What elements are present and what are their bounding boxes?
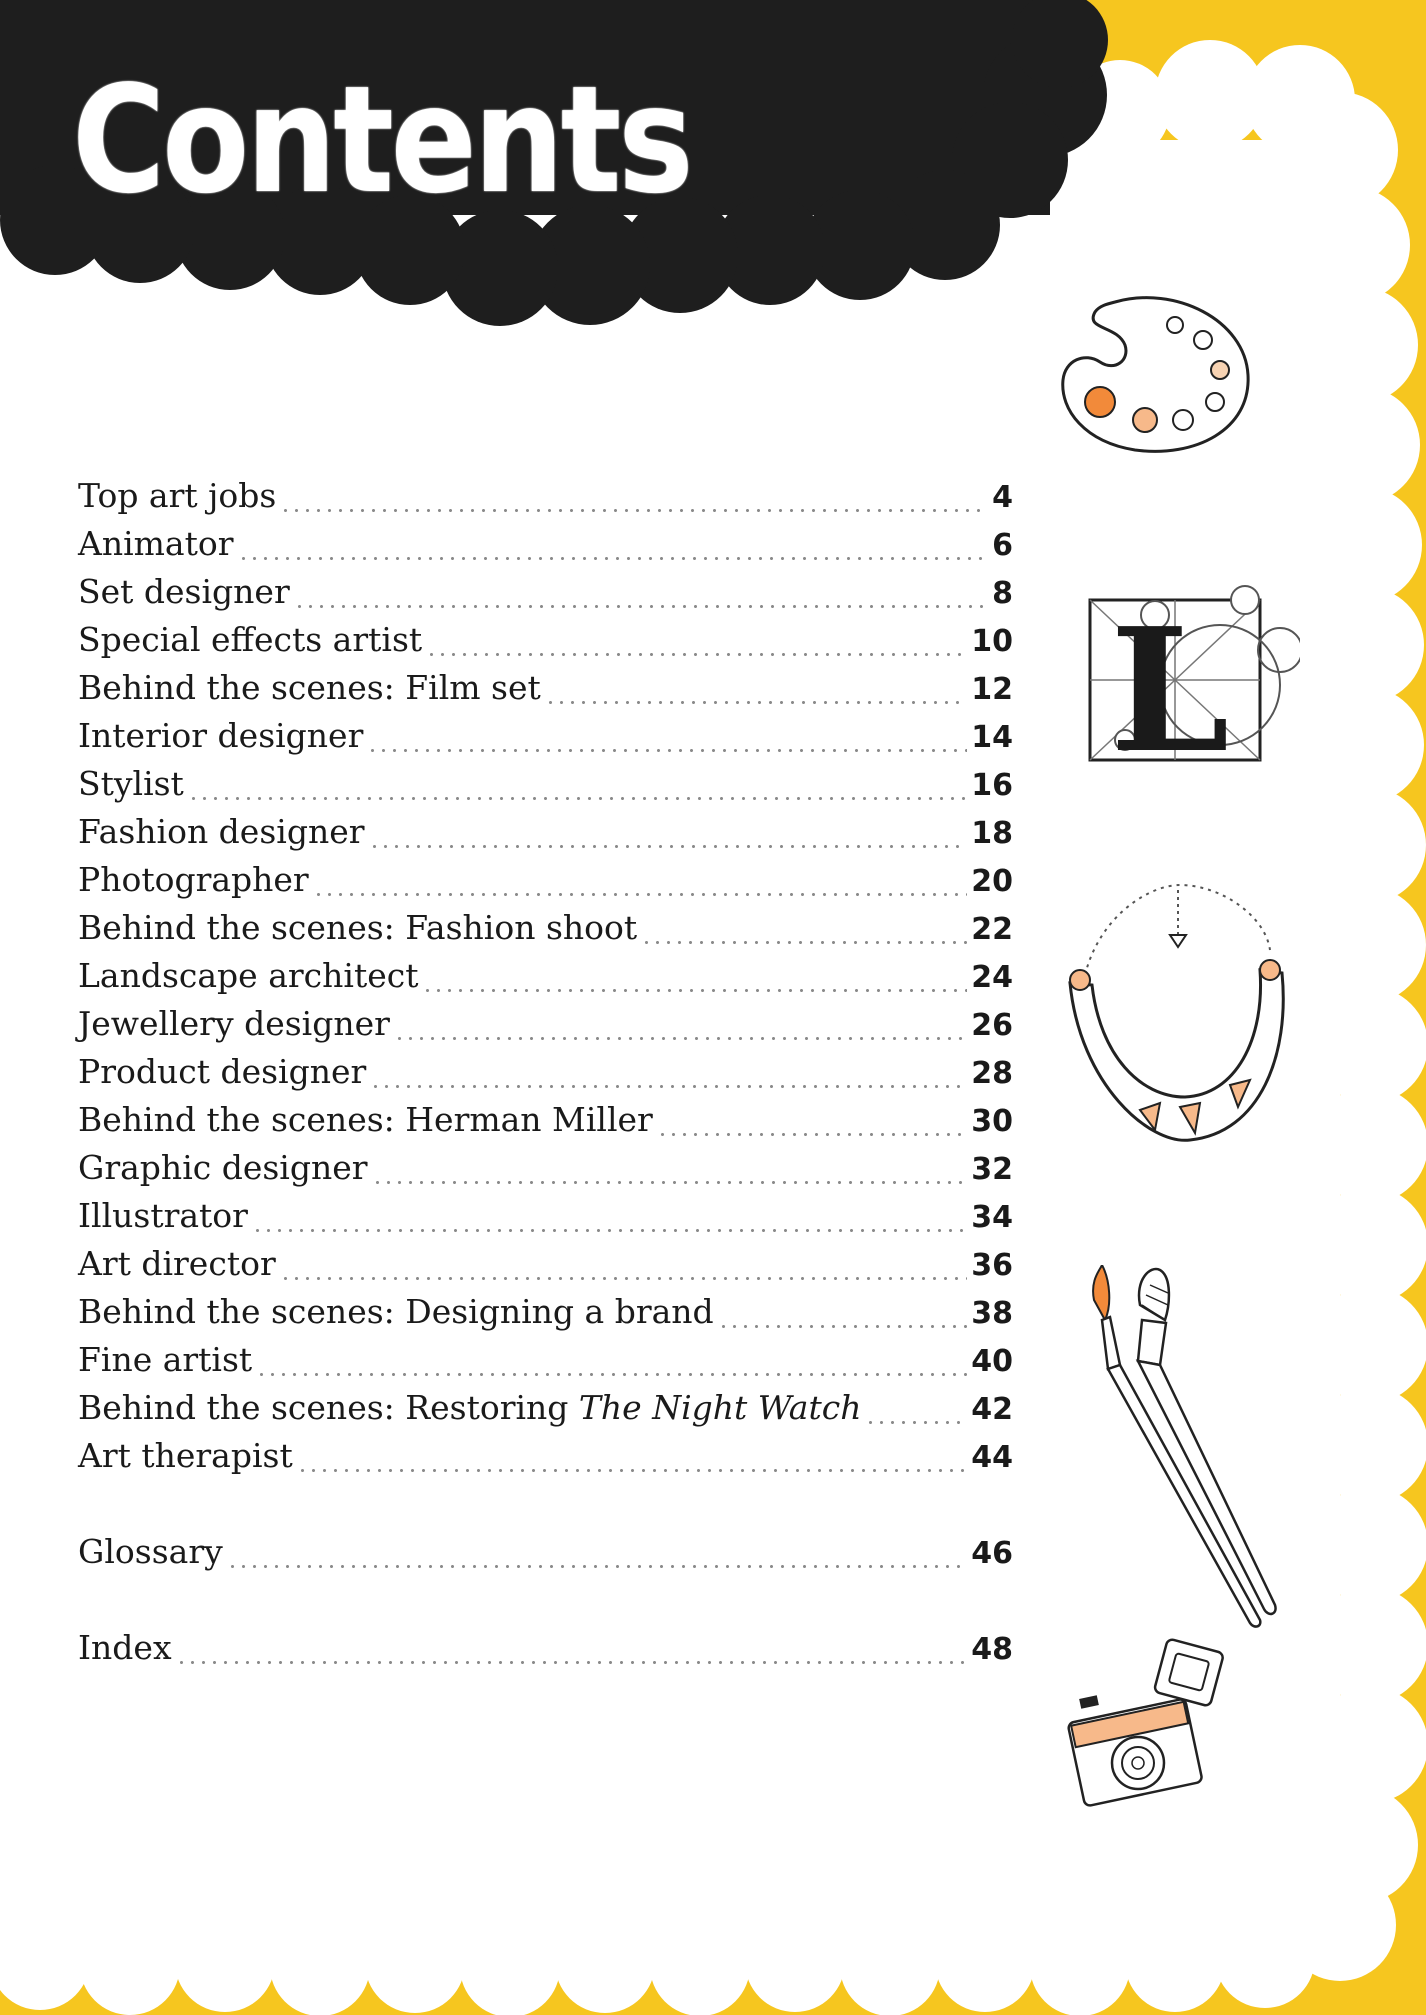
toc-entry-label: Fine artist bbox=[78, 1340, 253, 1379]
dot-leader bbox=[865, 1421, 967, 1424]
toc-entry[interactable] bbox=[78, 1100, 1013, 1148]
dot-leader bbox=[545, 701, 967, 704]
dot-leader bbox=[641, 941, 967, 944]
toc-entry-label: Animator bbox=[78, 524, 234, 563]
toc-entry-page: 36 bbox=[971, 1248, 1013, 1283]
dot-leader bbox=[657, 1133, 967, 1136]
toc-entry-page: 18 bbox=[971, 816, 1013, 851]
toc-entry-label: Behind the scenes: Herman Miller bbox=[78, 1100, 653, 1139]
toc-entry-page: 4 bbox=[992, 480, 1013, 515]
toc-entry-page: 34 bbox=[971, 1200, 1013, 1235]
toc-entry-label: Stylist bbox=[78, 764, 184, 803]
dot-leader bbox=[426, 653, 967, 656]
toc-entry[interactable] bbox=[78, 764, 1013, 812]
toc-entry-index[interactable] bbox=[78, 1628, 1013, 1676]
toc-entry-page: 38 bbox=[971, 1296, 1013, 1331]
page-title: Contents bbox=[72, 54, 691, 226]
dot-leader bbox=[370, 1085, 967, 1088]
toc-entry-label: Jewellery designer bbox=[78, 1004, 390, 1043]
toc-entry[interactable] bbox=[78, 1340, 1013, 1388]
toc-entry-page: 6 bbox=[992, 528, 1013, 563]
dot-leader bbox=[280, 1277, 968, 1280]
toc-entry-label: Illustrator bbox=[78, 1196, 248, 1235]
drawing-letter: L bbox=[1110, 591, 1230, 770]
palette-icon bbox=[1055, 290, 1255, 460]
dot-leader bbox=[394, 1037, 967, 1040]
toc-entry-page: 28 bbox=[971, 1056, 1013, 1091]
toc-entry-page: 40 bbox=[971, 1344, 1013, 1379]
dot-leader bbox=[422, 989, 967, 992]
toc-entry[interactable] bbox=[78, 620, 1013, 668]
toc-entry[interactable] bbox=[78, 1436, 1013, 1484]
toc-entry-page: 14 bbox=[971, 720, 1013, 755]
toc-entry[interactable] bbox=[78, 1196, 1013, 1244]
toc-entry-label: Photographer bbox=[78, 860, 309, 899]
dot-leader bbox=[176, 1661, 968, 1664]
toc-entry-page: 32 bbox=[971, 1152, 1013, 1187]
toc-entry[interactable] bbox=[78, 1004, 1013, 1052]
toc-entry-page: 44 bbox=[971, 1440, 1013, 1475]
toc-entry-page: 26 bbox=[971, 1008, 1013, 1043]
toc-entry[interactable] bbox=[78, 1244, 1013, 1292]
toc-entry-label bbox=[78, 1388, 861, 1427]
toc-entry-label-text: Behind the scenes: Restoring bbox=[78, 1388, 579, 1427]
dot-leader bbox=[718, 1325, 968, 1328]
toc-entry-label-italic: The Night Watch bbox=[578, 1388, 862, 1427]
toc-entry-label: Special effects artist bbox=[78, 620, 423, 659]
toc-entry[interactable] bbox=[78, 476, 1013, 524]
toc-entry-page: 10 bbox=[971, 624, 1013, 659]
toc-entry[interactable] bbox=[78, 908, 1013, 956]
toc-entry-page: 24 bbox=[971, 960, 1013, 995]
toc-entry-label: Index bbox=[78, 1628, 172, 1667]
toc-entry-page: 46 bbox=[971, 1536, 1013, 1571]
letter-l-drawing-icon bbox=[1080, 580, 1300, 770]
dot-leader bbox=[280, 509, 988, 512]
dot-leader bbox=[369, 845, 968, 848]
toc-entry[interactable] bbox=[78, 524, 1013, 572]
camera-icon bbox=[1060, 1635, 1240, 1810]
toc-entry-label: Behind the scenes: Fashion shoot bbox=[78, 908, 638, 947]
toc-entry-page: 8 bbox=[992, 576, 1013, 611]
dot-leader bbox=[256, 1373, 967, 1376]
toc-entry-label: Behind the scenes: Film set bbox=[78, 668, 541, 707]
toc-entry[interactable] bbox=[78, 812, 1013, 860]
toc-entry-label: Art therapist bbox=[78, 1436, 293, 1475]
toc-entry[interactable] bbox=[78, 956, 1013, 1004]
toc-entry-page: 48 bbox=[971, 1632, 1013, 1667]
toc-entry[interactable] bbox=[78, 572, 1013, 620]
toc-entry-label: Glossary bbox=[78, 1532, 223, 1571]
dot-leader bbox=[294, 605, 988, 608]
toc-entry-label: Product designer bbox=[78, 1052, 367, 1091]
dot-leader bbox=[297, 1469, 968, 1472]
dot-leader bbox=[313, 893, 968, 896]
toc-entry[interactable] bbox=[78, 1292, 1013, 1340]
toc-entry-page: 30 bbox=[971, 1104, 1013, 1139]
toc-entry-page: 16 bbox=[971, 768, 1013, 803]
dot-leader bbox=[252, 1229, 967, 1232]
dot-leader bbox=[227, 1565, 968, 1568]
dot-leader bbox=[372, 1181, 968, 1184]
toc-entry-label: Graphic designer bbox=[78, 1148, 368, 1187]
toc-entry-page: 22 bbox=[971, 912, 1013, 947]
toc-entry-label: Art director bbox=[78, 1244, 276, 1283]
toc-entry[interactable] bbox=[78, 1148, 1013, 1196]
toc-entry[interactable] bbox=[78, 716, 1013, 764]
dot-leader bbox=[188, 797, 967, 800]
dot-leader bbox=[238, 557, 989, 560]
toc-entry-page: 12 bbox=[971, 672, 1013, 707]
toc-entry-label: Landscape architect bbox=[78, 956, 419, 995]
paintbrushes-icon bbox=[1080, 1265, 1300, 1635]
necklace-icon bbox=[1060, 875, 1300, 1165]
toc-entry-label: Top art jobs bbox=[78, 476, 277, 515]
dot-leader bbox=[367, 749, 967, 752]
toc-entry[interactable] bbox=[78, 860, 1013, 908]
toc-entry[interactable] bbox=[78, 668, 1013, 716]
table-of-contents bbox=[78, 476, 1013, 1676]
toc-entry-label: Interior designer bbox=[78, 716, 364, 755]
toc-entry-glossary[interactable] bbox=[78, 1532, 1013, 1580]
toc-entry-page: 20 bbox=[971, 864, 1013, 899]
toc-entry-label: Set designer bbox=[78, 572, 290, 611]
toc-entry[interactable] bbox=[78, 1388, 1013, 1436]
toc-entry[interactable] bbox=[78, 1052, 1013, 1100]
toc-entry-page: 42 bbox=[971, 1392, 1013, 1427]
toc-entry-label: Fashion designer bbox=[78, 812, 365, 851]
toc-entry-label: Behind the scenes: Designing a brand bbox=[78, 1292, 714, 1331]
